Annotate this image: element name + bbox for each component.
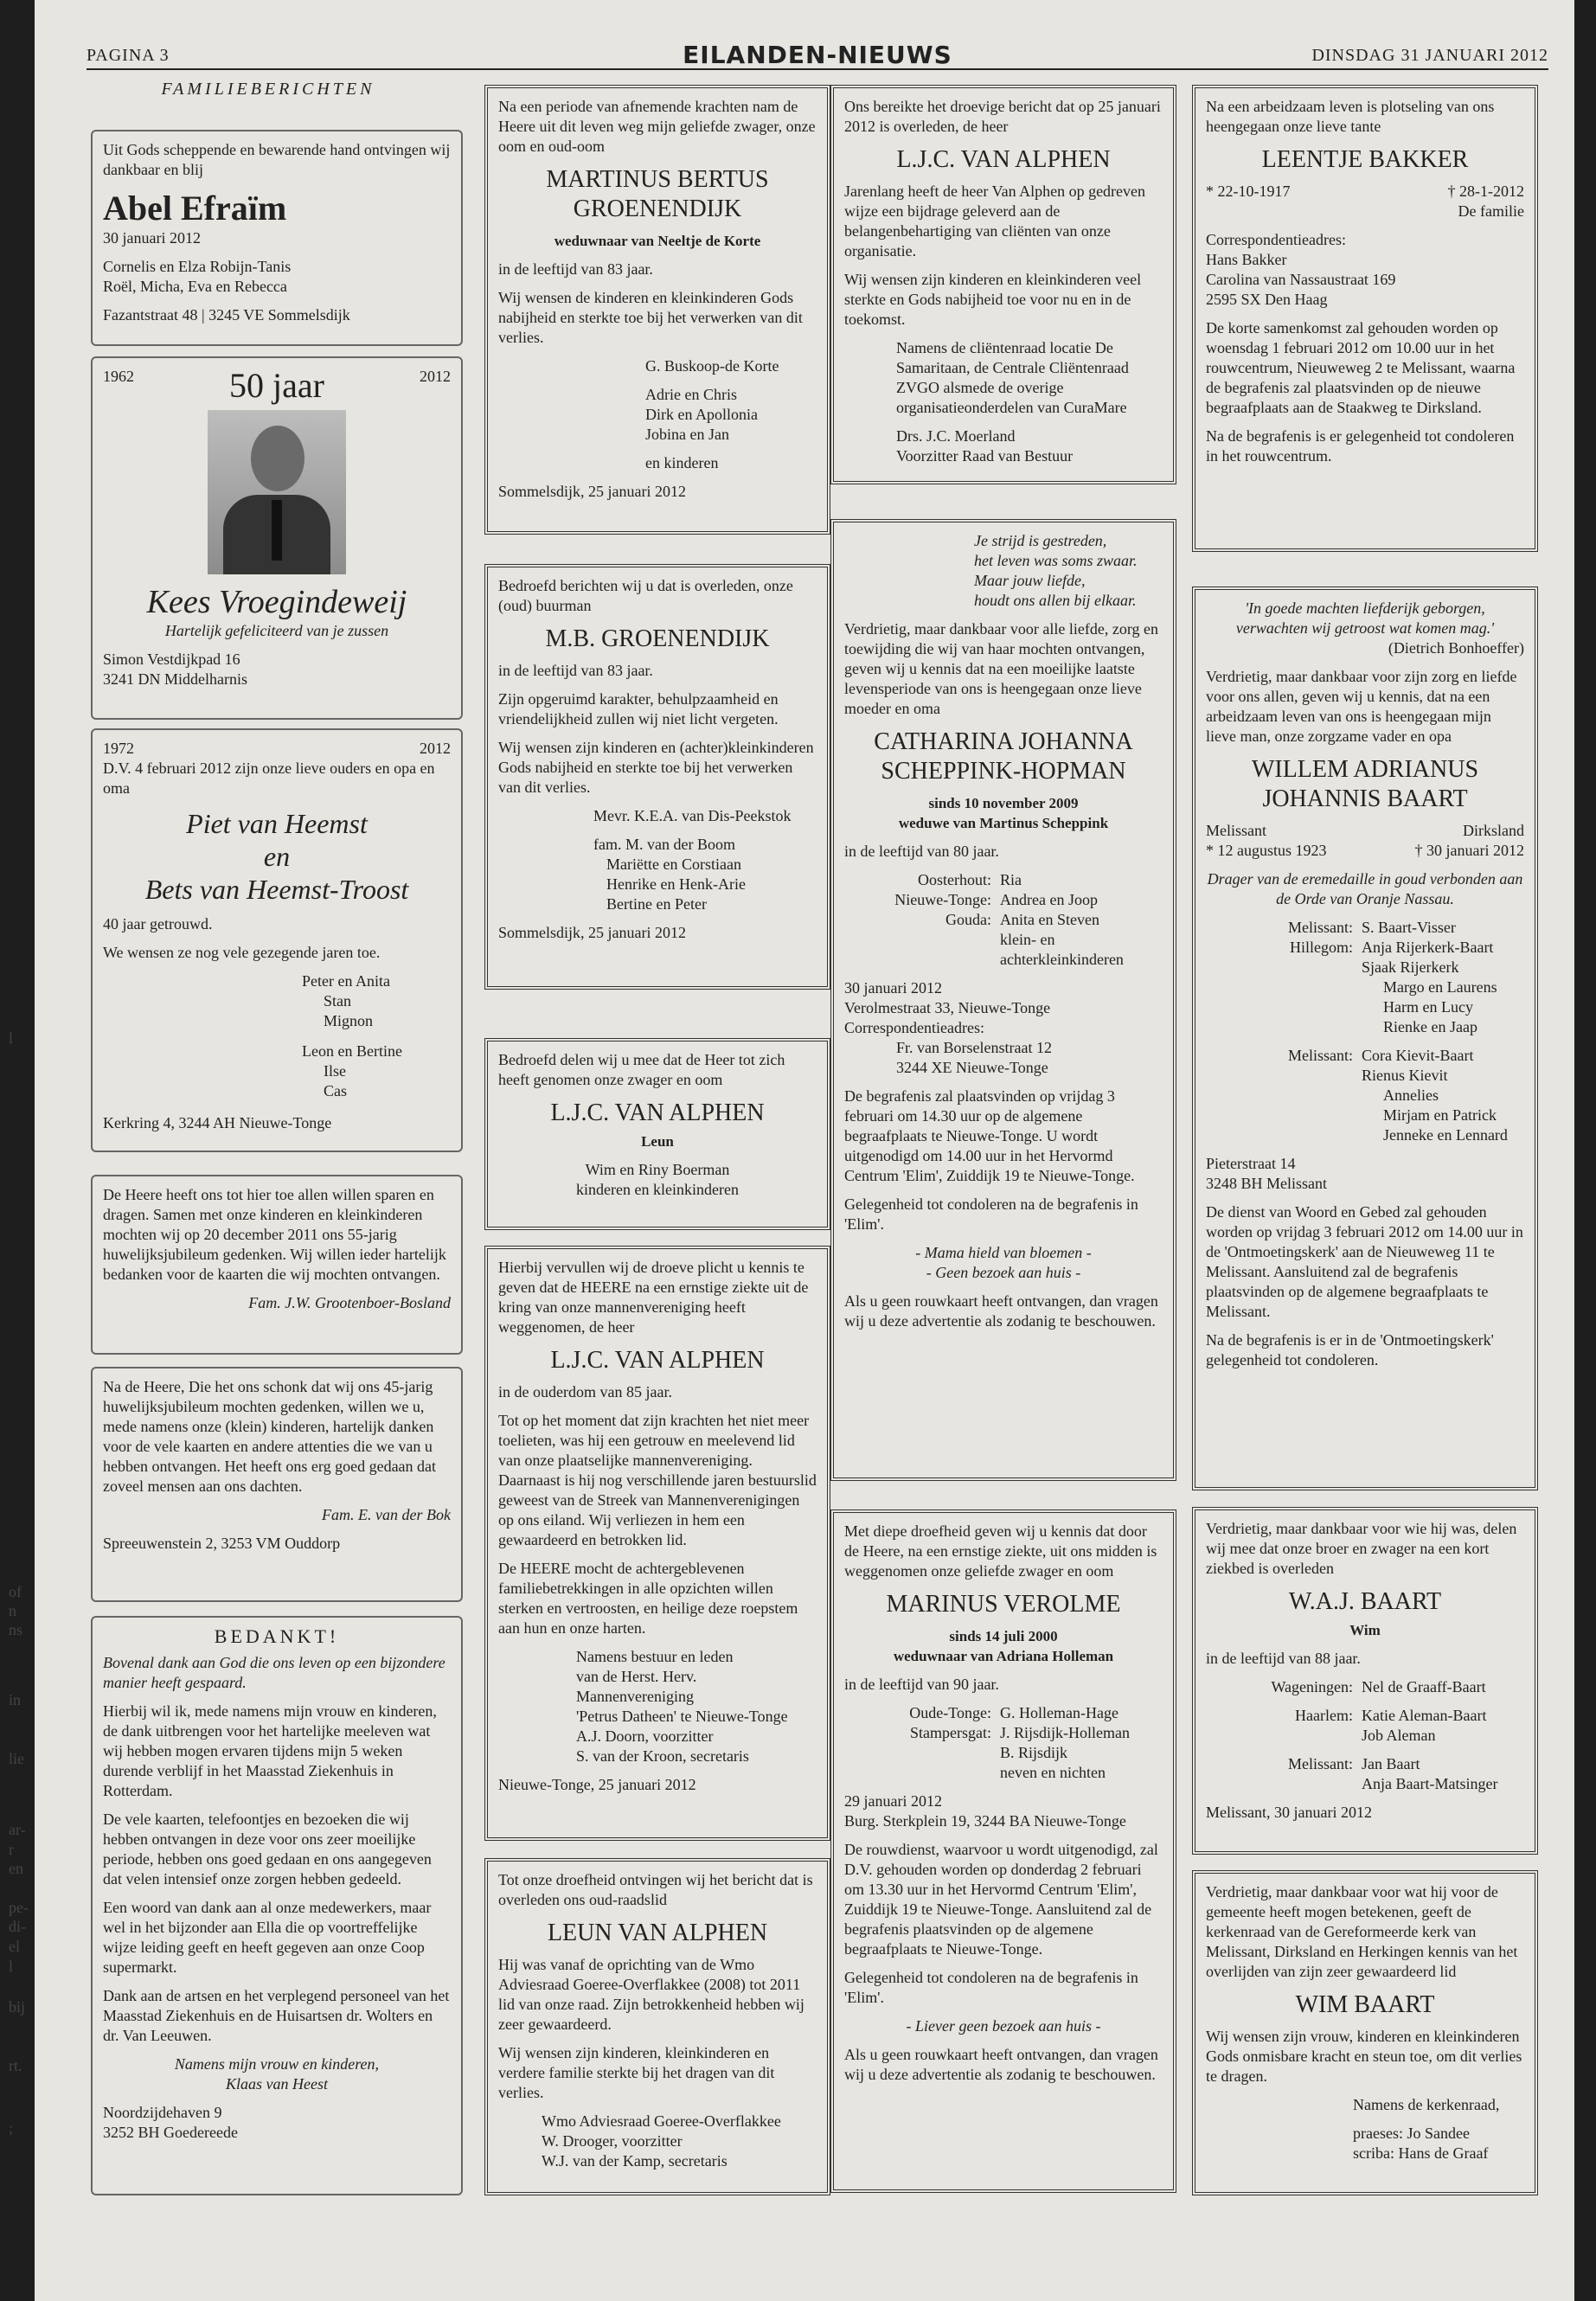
family-row: Jenneke en Lennard [1383, 1126, 1508, 1144]
family-line: Leon en Bertine [302, 1042, 402, 1060]
notice-intro: Tot onze droefheid ontvingen wij het bericht dat is overleden ons oud-raadslid [498, 1871, 813, 1908]
deceased-age: in de leeftijd van 80 jaar. [844, 843, 999, 860]
deceased-age: in de leeftijd van 88 jaar. [1206, 1650, 1361, 1667]
signature-block [896, 338, 1163, 466]
family-list [844, 870, 1163, 970]
deceased-subtitle: sinds 10 november 2009 [928, 795, 1079, 811]
signature-line: W.J. van der Kamp, secretaris [542, 2152, 727, 2170]
thanks-text: De Heere heeft ons tot hier toe allen willen sparen en dragen. Samen met onze kinderen en kleinkinderen mochten wij op 20 december 2011 ons 55-jarig huwelijksjubileum gedenken. Wij willen ieder hartelijk bedanken voor de kaarten die wij mochten ontvangen. [103, 1186, 446, 1283]
family-row: Harm en Lucy [1383, 998, 1473, 1016]
gutter-fragment: l [9, 1958, 14, 1975]
address-line-2: 3241 DN Middelharnis [103, 670, 247, 688]
anniversary-van-heemst [91, 728, 463, 1152]
gutter-fragment: di- [9, 1918, 26, 1935]
obituary-wim-baart-church [1192, 1870, 1538, 2195]
place-date: Melissant, 30 januari 2012 [1206, 1804, 1372, 1821]
age-label: 50 jaar [229, 366, 324, 405]
year-row [103, 739, 451, 759]
dates-row [1206, 182, 1524, 202]
thanks-text: Na de Heere, Die het ons schonk dat wij ons 45-jarig huwelijksjubileum mochten gedenken, willen we u, mede namens onze (klein) kinderen, hartelijk danken voor de vele kaarten en andere attenties die we van u hebben ontvangen. Het heeft ons erg goed gedaan dat zoveel mensen aan ons dachten. [103, 1378, 437, 1495]
family-row: Annelies [1383, 1086, 1439, 1104]
family-list [844, 1703, 1163, 1783]
dates-row: * 12 augustus 1923 † 30 januari 2012 [1206, 842, 1524, 859]
gutter-fragment: l [9, 1029, 14, 1047]
address: Spreeuwenstein 2, 3253 VM Ouddorp [103, 1535, 341, 1552]
thanks-title: BEDANKT! [214, 1625, 340, 1647]
thanks-paragraph: Een woord van dank aan al onze medewerkers, maar wel in het bijzonder aan Ella die op voortreffelijke wijze leiding geeft en heeft gegeven aan onze Coop supermarkt. [103, 1899, 432, 1976]
family-row: Haarlem: Katie Aleman-Baart [1295, 1707, 1487, 1724]
obituary-willem-baart [1192, 586, 1538, 1490]
gutter-fragment: el [9, 1938, 20, 1955]
signature-line: Namens mijn vrouw en kinderen, [174, 2055, 380, 2073]
signature-line: scriba: Hans de Graaf [1353, 2144, 1489, 2162]
family-list [302, 971, 451, 1101]
gutter-fragment: ar- [9, 1821, 26, 1838]
family-row: Gouda: Anita en Steven [945, 911, 1099, 928]
address: Kerkring 4, 3244 AH Nieuwe-Tonge [103, 1114, 332, 1131]
date-address: 29 januari 2012 Burg. Sterkplein 19, 3244 BA Nieuwe-Tonge [844, 1792, 1126, 1830]
child-name: Abel Efraïm [103, 189, 287, 228]
quote-line: verwachten wij getroost wat komen mag.' [1235, 619, 1495, 637]
card-notice: Als u geen rouwkaart heeft ontvangen, dan vragen wij u deze advertentie als zodanig te beschouwen. [844, 2046, 1158, 2083]
family-row: Rienus Kievit [1362, 1067, 1448, 1084]
married-years: 40 jaar getrouwd. [103, 915, 213, 933]
parents: Cornelis en Elza Robijn-Tanis [103, 258, 292, 275]
gutter-fragment: rt. [9, 2057, 22, 2074]
family-line: Peter en Anita [302, 972, 390, 990]
deceased-name: W.A.J. BAART [1288, 1588, 1442, 1615]
birth-notice-abel [91, 130, 463, 346]
newspaper-page [35, 0, 1574, 2301]
signature-line: 'Petrus Datheen' te Nieuwe-Tonge [576, 1708, 788, 1725]
and-word: en [263, 841, 291, 872]
deceased-nickname: Wim [1349, 1622, 1381, 1638]
condolence-info: Gelegenheid tot condoleren na de begrafenis in 'Elim'. [844, 1195, 1138, 1233]
family-list [1206, 918, 1524, 1145]
thanks-van-heest [91, 1616, 463, 2195]
family-row: Melissant: Cora Kievit-Baart [1288, 1047, 1474, 1064]
signature-line: van de Herst. Herv. [576, 1668, 697, 1685]
deceased-name: CATHARINA JOHANNA SCHEPPINK-HOPMAN [874, 728, 1133, 785]
wish: De HEERE mocht de achtergeblevenen familiebetrekkingen in alle opzichten willen sterken en vertroosten, en heilige deze roepstem aan hun en onze harten. [498, 1560, 798, 1637]
poem-line: het leven was soms zwaar. [974, 552, 1138, 569]
note: - Liever geen bezoek aan huis - [906, 2017, 1101, 2035]
wife-name: Bets van Heemst-Troost [144, 874, 409, 905]
wish: Wij wensen zijn kinderen en (achter)kleinkinderen Gods nabijheid en sterkte toe bij het verwerken van dit verlies. [498, 739, 814, 796]
year-to: 2012 [419, 368, 451, 385]
notice-intro: Verdrietig, maar dankbaar voor alle liefde, zorg en toewijding die wij van haar mochten ontvangen, geven wij u kennis dat na een moeilijke laatste levensperiode van ons is heengegaan onze lieve moeder en oma [844, 620, 1159, 717]
family-line: Jobina en Jan [645, 426, 729, 443]
family-row: Hillegom: Anja Rijerkerk-Baart [1290, 939, 1494, 956]
signature-block [1353, 2095, 1524, 2163]
date-address: 30 januari 2012 Verolmestraat 33, Nieuwe-Tonge Correspondentieadres: Fr. van Borselenstraat 12 3244 XE Nieuwe-Tonge [844, 979, 1052, 1076]
signature-line: A.J. Doorn, voorzitter [576, 1727, 714, 1745]
deceased-subtitle: weduwe van Martinus Scheppink [898, 815, 1109, 831]
signature-block [576, 1647, 817, 1766]
signature-line: Voorzitter Raad van Bestuur [896, 447, 1074, 465]
poem [974, 531, 1163, 611]
family-row: Oosterhout: Ria [918, 871, 1022, 888]
family-row: B. Rijsdijk [1000, 1744, 1068, 1761]
gutter-fragment: ; [9, 2119, 14, 2137]
funeral-info: De begrafenis zal plaatsvinden op vrijdag 3 februari om 14.30 uur op de algemene begraafplaats te Nieuwe-Tonge. U wordt uitgenodigd om 14.00 uur in het Hervormd Centrum 'Elim', Zuiddijk 19 te Nieuwe-Tonge. [844, 1087, 1135, 1184]
family-row: Melissant: S. Baart-Visser [1288, 919, 1456, 936]
deceased-name: MARTINUS BERTUS GROENENDIJK [546, 166, 769, 222]
deceased-subtitle: weduwnaar van Neeltje de Korte [554, 233, 761, 249]
husband-name: Piet van Heemst [186, 808, 368, 839]
family-line: Henrike en Henk-Arie [606, 875, 746, 893]
deceased-age: in de ouderdom van 85 jaar. [498, 1383, 672, 1400]
notice-intro: Verdrietig, maar dankbaar voor wat hij voor de gemeente heeft mogen betekenen, geeft de kerkenraad van de Gereformeerde kerk van Melissant, Dirksland en Herkingen kennis van het overlijden van zijn zeer gewaardeerd lid [1206, 1883, 1518, 1980]
signature-line: Wim en Riny Boerman [585, 1161, 730, 1178]
family-row: Melissant: Jan Baart [1288, 1755, 1420, 1772]
address: Pieterstraat 14 3248 BH Melissant [1206, 1155, 1328, 1192]
funeral-info: De rouwdienst, waarvoor u wordt uitgenodigd, zal D.V. gehouden worden op donderdag 2 februari om 13.30 uur in het Hervormd Centrum 'Elim', Zuiddijk 19 te Nieuwe-Tonge. Aansluitend zal de begrafenis plaatsvinden op de algemene begraafplaats te Nieuwe-Tonge. [844, 1841, 1158, 1958]
notice-intro: D.V. 4 februari 2012 zijn onze lieve ouders en opa en oma [103, 760, 435, 797]
gutter-fragment: bij [9, 1998, 26, 2016]
congratulation: Hartelijk gefeliciteerd van je zussen [164, 622, 389, 639]
signature-block [542, 2112, 817, 2171]
obituary-mb-groenendijk [484, 564, 830, 990]
signature-line: Namens de cliëntenraad locatie De Samaritaan, de Centrale Cliëntenraad ZVGO alsmede de overige organisatieonderdelen van CuraMare [896, 339, 1129, 416]
issue-date: DINSDAG 31 JANUARI 2012 [1311, 46, 1548, 65]
siblings: Roël, Micha, Eva en Rebecca [103, 278, 287, 295]
quote-line: 'In goede machten liefderijk geborgen, [1245, 599, 1485, 617]
funeral-info: De korte samenkomst zal gehouden worden op woensdag 1 februari 2012 om 10.00 uur in het rouwcentrum, Nieuweweg 2 te Melissant, waarna de begrafenis zal plaatsvinden op de nieuwe begraafplaats aan de Staakweg te Dirksland. [1206, 319, 1516, 416]
deceased-age: in de leeftijd van 90 jaar. [844, 1676, 999, 1693]
address-line-1: Noordzijdehaven 9 [103, 2104, 222, 2121]
condolence-info: Na de begrafenis is er gelegenheid tot condoleren in het rouwcentrum. [1206, 427, 1515, 465]
newspaper-title: EILANDEN-NIEUWS [683, 41, 952, 69]
portrait-photo [208, 410, 346, 574]
year-row [103, 367, 451, 405]
gutter-fragment: of [9, 1583, 22, 1600]
condolence-info: Gelegenheid tot condoleren na de begrafenis in 'Elim'. [844, 1969, 1138, 2006]
family-row: Sjaak Rijerkerk [1362, 958, 1459, 976]
gutter-fragment: pe- [9, 1899, 29, 1916]
gutter-fragment: r [9, 1841, 14, 1858]
signature-name: Klaas van Heest [226, 2075, 328, 2093]
tribute: Jarenlang heeft de heer Van Alphen op gedreven wijze een bijdrage geleverd aan de belangenbehartiging van cliënten van onze organisatie. [844, 183, 1146, 260]
signature-line: praeses: Jo Sandee [1353, 2125, 1470, 2142]
obituary-catharina-scheppink [830, 519, 1176, 1481]
place-date: Sommelsdijk, 25 januari 2012 [498, 924, 686, 941]
family-line: Cas [324, 1082, 347, 1099]
correspondence: Correspondentieadres: Hans Bakker Carolina van Nassaustraat 169 2595 SX Den Haag [1206, 231, 1396, 308]
family-line: Dirk en Apollonia [645, 406, 758, 423]
tribute: Tot op het moment dat zijn krachten het niet meer toelieten, was hij een getrouw en meelevend lid van onze plaatselijke mannenvereniging. Daarnaast is hij nog verschillende jaren bestuurslid geweest van de Streek van Mannenverenigingen op ons eiland. Wij verliezen in hem een gewaardeerd en betrokken lid. [498, 1412, 817, 1548]
page-number: PAGINA 3 [87, 46, 170, 65]
notice-intro: Bedroefd berichten wij u dat is overleden, onze (oud) buurman [498, 577, 793, 614]
notice-intro: Verdrietig, maar dankbaar voor zijn zorg en liefde voor ons allen, geven wij u kennis, dat na een arbeidzaam leven van ons is heengegaan mijn lieve man, onze zorgzame vader en opa [1206, 668, 1517, 745]
wish: Wij wensen zijn vrouw, kinderen en kleinkinderen Gods onmisbare kracht en steun toe, om dit verlies te dragen. [1206, 2028, 1522, 2085]
obituary-martinus-groenendijk [484, 85, 830, 535]
anniversary-kees [91, 356, 463, 720]
birth-date: * 22-10-1917 [1206, 183, 1291, 200]
thanks-paragraph: De vele kaarten, telefoontjes en bezoeken die wij hebben ontvangen in deze voor ons zeer moeilijke periode, hebben ons goed gedaan en ons aangegeven dat velen intensief onze zorgen hebben gedeeld. [103, 1811, 432, 1888]
deceased-name: M.B. GROENENDIJK [545, 625, 770, 652]
obituary-ljc-curamare [830, 85, 1176, 484]
year-from: 1962 [103, 368, 134, 385]
notice-intro: Met diepe droefheid geven wij u kennis dat door de Heere, na een ernstige ziekte, uit ons midden is weggenomen onze geliefde zwager en oom [844, 1522, 1157, 1580]
deceased-age: in de leeftijd van 83 jaar. [498, 260, 653, 278]
signature: De familie [1458, 202, 1524, 220]
signature-line: kinderen en kleinkinderen [576, 1181, 739, 1198]
family-row: klein- en achterkleinkinderen [1000, 931, 1124, 968]
family-line: Stan [324, 992, 352, 1009]
family-row: Mirjam en Patrick [1383, 1106, 1497, 1124]
address: Fazantstraat 48 | 3245 VE Sommelsdijk [103, 306, 350, 324]
deceased-name: L.J.C. VAN ALPHEN [550, 1099, 765, 1126]
signature-line: Namens bestuur en leden [576, 1648, 734, 1665]
thanks-paragraph: Hierbij wil ik, mede namens mijn vrouw en kinderen, de dank uitbrengen voor het hartelijke meeleven wat wij hebben mogen ervaren tijdens mijn 5 weken durende verblijf in het Maasstad Ziekenhuis in Rotterdam. [103, 1702, 437, 1799]
page-header [87, 39, 1548, 70]
family-list [645, 356, 817, 473]
family-line: Mariëtte en Corstiaan [606, 856, 741, 873]
family-line: fam. M. van der Boom [593, 836, 735, 853]
place-date: Sommelsdijk, 25 januari 2012 [498, 483, 686, 500]
address-line-1: Simon Vestdijkpad 16 [103, 651, 240, 668]
gutter-fragment: en [9, 1860, 23, 1877]
obituary-leun-wmo [484, 1858, 830, 2195]
wish: Wij wensen de kinderen en kleinkinderen Gods nabijheid en sterkte toe bij het verwerken van dit verlies. [498, 289, 803, 346]
family-row: Job Aleman [1362, 1727, 1436, 1744]
obituary-leentje-bakker [1192, 85, 1538, 552]
family-row: Stampersgat: J. Rijsdijk-Holleman [910, 1724, 1130, 1741]
poem-line: Maar jouw liefde, [974, 572, 1086, 589]
family-row: neven en nichten [1000, 1764, 1106, 1781]
thanks-van-der-bok [91, 1367, 463, 1602]
obituary-waj-baart [1192, 1507, 1538, 1855]
year-to: 2012 [420, 740, 451, 757]
deceased-name: WIM BAART [1295, 1991, 1435, 2018]
wish: Wij wensen zijn kinderen, kleinkinderen en verdere familie sterkte bij het dragen van dit verlies. [498, 2044, 775, 2101]
signature: Fam. E. van der Bok [322, 1506, 451, 1523]
notice-intro: Verdrietig, maar dankbaar voor wie hij was, delen wij mee dat onze broer en zwager na een kort ziekbed is overleden [1206, 1520, 1517, 1577]
deceased-name: MARINUS VEROLME [886, 1591, 1121, 1618]
thanks-quote: Bovenal dank aan God die ons leven op een bijzondere manier heeft gespaard. [103, 1654, 445, 1691]
place-date: Nieuwe-Tonge, 25 januari 2012 [498, 1776, 696, 1793]
family-line: Adrie en Chris [645, 386, 737, 403]
deceased-subtitle: weduwnaar van Adriana Holleman [893, 1648, 1114, 1664]
deceased-age: in de leeftijd van 83 jaar. [498, 662, 653, 679]
thanks-grootenboer [91, 1175, 463, 1355]
person-name: Kees Vroegindeweij [146, 584, 407, 620]
poem-line: Je strijd is gestreden, [974, 532, 1107, 549]
death-date: † 28-1-2012 [1447, 183, 1524, 200]
signature-line: S. van der Kroon, secretaris [576, 1747, 749, 1765]
signature-line: W. Drooger, voorzitter [542, 2132, 683, 2150]
card-notice: Als u geen rouwkaart heeft ontvangen, dan vragen wij u deze advertentie als zodanig te beschouwen. [844, 1292, 1158, 1330]
family-row: Margo en Laurens [1383, 978, 1497, 996]
family-row: Rienke en Jaap [1383, 1018, 1477, 1035]
family-list [1206, 1677, 1524, 1794]
signature-line: Drs. J.C. Moerland [896, 427, 1016, 445]
deceased-name: L.J.C. VAN ALPHEN [896, 146, 1111, 173]
family-row: Oude-Tonge: G. Holleman-Hage [909, 1704, 1118, 1721]
family-line: G. Buskoop-de Korte [645, 357, 779, 375]
note: - Geen bezoek aan huis - [926, 1264, 1081, 1281]
poem-line: houdt ons allen bij elkaar. [974, 592, 1137, 609]
signature-line: Mannenvereniging [576, 1688, 694, 1705]
gutter-fragment: lie [9, 1750, 24, 1767]
funeral-info: De dienst van Woord en Gebed zal gehouden worden op vrijdag 3 februari 2012 om 14.00 uur in de 'Ontmoetingskerk' aan de Nieuweweg 11 te Melissant. Aansluitend zal de begrafenis plaatsvinden op de algemene begraafplaats te Melissant. [1206, 1203, 1523, 1320]
gutter-fragment: n [9, 1602, 16, 1619]
birth-date: 30 januari 2012 [103, 229, 201, 247]
deceased-name: LEUN VAN ALPHEN [547, 1920, 768, 1946]
section-title: FAMILIEBERICHTEN [161, 80, 375, 99]
family-line: Mevr. K.E.A. van Dis-Peekstok [593, 807, 792, 824]
deceased-nickname: Leun [641, 1133, 674, 1150]
deceased-name: WILLEM ADRIANUS JOHANNIS BAART [1251, 756, 1479, 812]
obituary-ljc-family [484, 1038, 830, 1230]
gutter-fragment: ns [9, 1621, 23, 1638]
quote-author: (Dietrich Bonhoeffer) [1388, 639, 1524, 657]
deceased-name: L.J.C. VAN ALPHEN [550, 1347, 765, 1374]
family-line: en kinderen [645, 454, 719, 471]
notice-intro: Ons bereikte het droevige bericht dat op 25 januari 2012 is overleden, de heer [844, 98, 1161, 135]
notice-intro: Uit Gods scheppende en bewarende hand ontvingen wij dankbaar en blij [103, 141, 451, 178]
places-row: Melissant Dirksland [1206, 822, 1524, 839]
signature-line: Wmo Adviesraad Goeree-Overflakkee [542, 2112, 781, 2130]
thanks-paragraph: Dank aan de artsen en het verplegend personeel van het Maasstad Ziekenhuis en de Huisartsen dr. Wolters en dr. Van Leeuwen. [103, 1987, 450, 2044]
tribute: Hij was vanaf de oprichting van de Wmo Adviesraad Goeree-Overflakkee (2008) tot 2011 lid van onze raad. Zijn betrokkenheid hebben wij zeer gewaardeerd. [498, 1956, 804, 2033]
notice-intro: Na een periode van afnemende krachten nam de Heere uit dit leven weg mijn geliefde zwager, onze oom en oud-oom [498, 98, 816, 155]
family-row: Anja Baart-Matsinger [1362, 1775, 1498, 1792]
note: - Mama hield van bloemen - [915, 1244, 1092, 1261]
year-from: 1972 [103, 740, 134, 757]
notice-intro: Bedroefd delen wij u mee dat de Heer tot zich heeft genomen onze zwager en oom [498, 1051, 785, 1088]
gutter-fragment: in [9, 1691, 22, 1708]
family-line: Ilse [324, 1062, 346, 1080]
deceased-name: LEENTJE BAKKER [1261, 146, 1469, 173]
obituary-ljc-mannenvereniging [484, 1246, 830, 1841]
honor: Drager van de eremedaille in goud verbonden aan de Orde van Oranje Nassau. [1207, 870, 1523, 907]
obituary-marinus-verolme [830, 1509, 1176, 2193]
signature: Fam. J.W. Grootenboer-Bosland [248, 1294, 451, 1311]
wish: We wensen ze nog vele gezegende jaren toe. [103, 944, 381, 961]
deceased-subtitle: sinds 14 juli 2000 [949, 1628, 1058, 1644]
notice-intro: Na een arbeidzaam leven is plotseling van ons heengegaan onze lieve tante [1206, 98, 1495, 135]
family-line: Mignon [324, 1012, 374, 1029]
family-row: Nieuwe-Tonge: Andrea en Joop [894, 891, 1098, 908]
tribute: Zijn opgeruimd karakter, behulpzaamheid en vriendelijkheid zullen wij niet licht vergeten. [498, 690, 779, 727]
address-line-2: 3252 BH Goedereede [103, 2124, 238, 2141]
wish: Wij wensen zijn kinderen en kleinkinderen veel sterkte en Gods nabijheid toe voor nu en in de toekomst. [844, 271, 1142, 328]
notice-intro: Hierbij vervullen wij de droeve plicht u kennis te geven dat de HEERE na een ernstige ziekte uit de kring van onze mannenvereniging heeft weggenomen, de heer [498, 1259, 809, 1336]
family-line: Bertine en Peter [606, 895, 707, 913]
family-list [593, 806, 817, 914]
condolence-info: Na de begrafenis is er in de 'Ontmoetingskerk' gelegenheid tot condoleren. [1206, 1331, 1494, 1368]
signature-line: Namens de kerkenraad, [1353, 2096, 1500, 2113]
family-row: Wageningen: Nel de Graaff-Baart [1271, 1678, 1486, 1695]
